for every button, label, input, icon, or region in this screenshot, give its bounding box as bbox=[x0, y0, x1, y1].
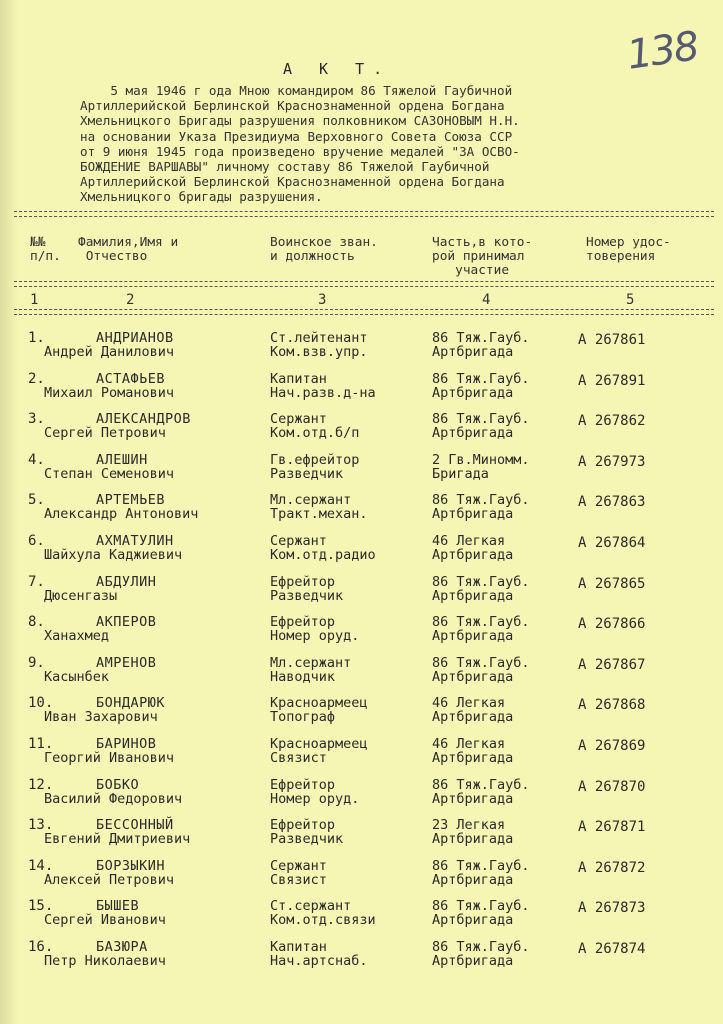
row-number: 3. bbox=[28, 411, 45, 428]
unit-name: 86 Тяж.Гауб. bbox=[432, 330, 530, 346]
unit-type: Артбригада bbox=[432, 831, 514, 848]
certificate-number: А 267868 bbox=[578, 697, 646, 714]
certificate-number: А 267870 bbox=[578, 778, 646, 795]
unit-type: Артбригада bbox=[432, 709, 514, 726]
row-number: 15. bbox=[28, 898, 54, 915]
table-row bbox=[0, 736, 723, 776]
surname: БЫШЕВ bbox=[96, 898, 140, 915]
column-number: 5 bbox=[626, 292, 635, 308]
row-number: 10. bbox=[28, 695, 54, 712]
unit-name: 86 Тяж.Гауб. bbox=[432, 370, 530, 387]
unit-name: 46 Легкая bbox=[432, 695, 506, 712]
unit-type: Артбригада bbox=[432, 547, 514, 563]
position: Разведчик bbox=[270, 465, 344, 482]
intro-line: на основании Указа Президиума Верховного Совета Союза ССР bbox=[80, 128, 513, 144]
unit-type: Артбригада bbox=[432, 790, 514, 807]
certificate-number: А 267862 bbox=[578, 413, 646, 430]
row-number: 16. bbox=[28, 939, 54, 955]
row-number: 11. bbox=[28, 736, 54, 752]
header-name: Фамилия,Имя и Отчество bbox=[78, 235, 179, 264]
surname: АМРЕНОВ bbox=[96, 654, 157, 671]
position: Топограф bbox=[270, 709, 336, 726]
surname: БЕССОННЫЙ bbox=[96, 817, 174, 834]
military-rank: Ефрейтор bbox=[270, 776, 336, 793]
header-unit: Часть,в кото- рой принимал участие bbox=[432, 235, 533, 278]
unit-type: Артбригада bbox=[432, 871, 514, 888]
position: Связист bbox=[270, 750, 327, 766]
certificate-number: А 267891 bbox=[578, 372, 646, 389]
unit-type: Артбригада bbox=[432, 750, 514, 766]
position: Нач.артснаб. bbox=[270, 953, 368, 969]
position: Тракт.механ. bbox=[270, 506, 368, 523]
position: Ком.отд.радио bbox=[270, 547, 376, 563]
intro-line: Артиллерийской Берлинской Краснознаменной ордена Богдана bbox=[80, 98, 505, 114]
handwritten-page-number: 138 bbox=[624, 23, 701, 79]
certificate-number: А 267869 bbox=[578, 738, 646, 754]
table-row bbox=[0, 939, 723, 979]
given-name: Ханахмед bbox=[44, 628, 110, 645]
header-rank: Воинское зван. и должность bbox=[270, 235, 378, 264]
column-number: 1 bbox=[30, 292, 39, 308]
table-row bbox=[0, 492, 723, 532]
table-row bbox=[0, 695, 723, 735]
unit-name: 23 Легкая bbox=[432, 817, 506, 834]
surname: АКПЕРОВ bbox=[96, 614, 157, 631]
table-row bbox=[0, 371, 723, 411]
military-rank: Капитан bbox=[270, 939, 327, 955]
given-name: Касынбек bbox=[44, 668, 110, 685]
given-name: Василий Федорович bbox=[44, 790, 183, 807]
certificate-number: А 267873 bbox=[578, 900, 646, 917]
military-rank: Сержант bbox=[270, 533, 327, 549]
position: Наводчик bbox=[270, 668, 336, 685]
given-name: Дюсенгазы bbox=[44, 587, 118, 604]
row-number: 5. bbox=[28, 492, 45, 509]
position: Номер оруд. bbox=[270, 628, 360, 645]
column-number: 4 bbox=[482, 292, 491, 308]
given-name: Сергей Иванович bbox=[44, 912, 166, 929]
certificate-number: А 267871 bbox=[578, 819, 646, 836]
row-number: 9. bbox=[28, 654, 45, 671]
row-number: 14. bbox=[28, 857, 54, 874]
intro-line: Артиллерийской Берлинской Краснознаменной ордена Богдана bbox=[80, 174, 505, 190]
military-rank: Гв.ефрейтор bbox=[270, 451, 360, 468]
table-row bbox=[0, 411, 723, 451]
position: Разведчик bbox=[270, 831, 344, 848]
unit-name: 86 Тяж.Гауб. bbox=[432, 654, 530, 671]
table-row bbox=[0, 330, 723, 370]
header-num: №№ п/п. bbox=[30, 235, 61, 264]
header-cert: Номер удос- товерения bbox=[586, 235, 671, 264]
unit-type: Артбригада bbox=[432, 953, 514, 969]
surname: БОНДАРЮК bbox=[96, 695, 166, 712]
unit-type: Артбригада bbox=[432, 425, 514, 442]
military-rank: Красноармеец bbox=[270, 736, 368, 752]
unit-type: Артбригада bbox=[432, 344, 514, 360]
certificate-number: А 267865 bbox=[578, 575, 646, 592]
surname: АЛЕКСАНДРОВ bbox=[96, 411, 191, 428]
surname: БОРЗЫКИН bbox=[96, 857, 166, 874]
surname: БАРИНОВ bbox=[96, 736, 157, 752]
certificate-number: А 267872 bbox=[578, 859, 646, 876]
header-bottom-rule bbox=[14, 281, 714, 287]
unit-name: 86 Тяж.Гауб. bbox=[432, 898, 530, 915]
military-rank: Мл.сержант bbox=[270, 492, 352, 509]
intro-line: от 9 июня 1945 года произведено вручение медалей "ЗА ОСВО- bbox=[80, 143, 520, 159]
unit-name: 86 Тяж.Гауб. bbox=[432, 492, 530, 509]
table-row bbox=[0, 533, 723, 573]
given-name: Иван Захарович bbox=[44, 709, 158, 726]
table-row bbox=[0, 574, 723, 614]
given-name: Сергей Петрович bbox=[44, 425, 166, 442]
unit-type: Артбригада bbox=[432, 587, 514, 604]
given-name: Алексей Петрович bbox=[44, 871, 175, 888]
unit-name: 86 Тяж.Гауб. bbox=[432, 614, 530, 631]
military-rank: Ефрейтор bbox=[270, 817, 336, 834]
given-name: Шайхула Каджиевич bbox=[44, 547, 183, 563]
given-name: Михаил Романович bbox=[44, 384, 175, 401]
unit-name: 86 Тяж.Гауб. bbox=[432, 573, 530, 590]
unit-type: Артбригада bbox=[432, 628, 514, 645]
intro-line: 5 мая 1946 г ода Мною командиром 86 Тяжелой Гаубичной bbox=[80, 83, 513, 98]
row-number: 13. bbox=[28, 817, 54, 834]
given-name: Александр Антонович bbox=[44, 506, 199, 523]
certificate-number: А 267874 bbox=[578, 941, 646, 957]
surname: АСТАФЬЕВ bbox=[96, 370, 166, 387]
row-number: 1. bbox=[28, 330, 45, 346]
position: Ком.отд.б/п bbox=[270, 425, 360, 442]
unit-type: Артбригада bbox=[432, 912, 514, 929]
table-row bbox=[0, 858, 723, 898]
row-number: 2. bbox=[28, 370, 45, 387]
given-name: Евгений Дмитриевич bbox=[44, 831, 191, 848]
surname: АЛЕШИН bbox=[96, 451, 148, 468]
position: Ком.взв.упр. bbox=[270, 344, 368, 360]
unit-name: 46 Легкая bbox=[432, 736, 506, 752]
certificate-number: А 267867 bbox=[578, 656, 646, 673]
military-rank: Ефрейтор bbox=[270, 573, 336, 590]
column-number: 2 bbox=[126, 292, 135, 308]
given-name: Петр Николаевич bbox=[44, 953, 166, 969]
unit-name: 86 Тяж.Гауб. bbox=[432, 939, 530, 955]
military-rank: Мл.сержант bbox=[270, 654, 352, 671]
surname: АНДРИАНОВ bbox=[96, 330, 174, 346]
military-rank: Ефрейтор bbox=[270, 614, 336, 631]
given-name: Георгий Иванович bbox=[44, 750, 175, 766]
unit-type: Артбригада bbox=[432, 384, 514, 401]
intro-paragraph bbox=[80, 83, 640, 205]
certificate-number: А 267973 bbox=[578, 453, 646, 470]
military-rank: Красноармеец bbox=[270, 695, 368, 712]
table-row bbox=[0, 817, 723, 857]
intro-line: Хмельницкого Бригады разрушения полковником САЗОНОВЫМ Н.Н. bbox=[80, 113, 520, 129]
unit-name: 2 Гв.Миномм. bbox=[432, 451, 530, 468]
unit-type: Артбригада bbox=[432, 668, 514, 685]
unit-name: 86 Тяж.Гауб. bbox=[432, 857, 530, 874]
military-rank: Ст.лейтенант bbox=[270, 330, 368, 346]
military-rank: Капитан bbox=[270, 370, 327, 387]
table-row bbox=[0, 898, 723, 938]
given-name: Андрей Данилович bbox=[44, 344, 175, 360]
position: Разведчик bbox=[270, 587, 344, 604]
table-row bbox=[0, 614, 723, 654]
certificate-number: А 267864 bbox=[578, 535, 646, 551]
position: Ком.отд.связи bbox=[270, 912, 376, 929]
table-row bbox=[0, 655, 723, 695]
certificate-number: А 267861 bbox=[578, 332, 646, 348]
surname: БАЗЮРА bbox=[96, 939, 148, 955]
intro-line: Хмельницкого бригады разрушения. bbox=[80, 189, 323, 205]
intro-line: БОЖДЕНИЕ ВАРШАВЫ" личному составу 86 Тяжелой Гаубичной bbox=[80, 159, 490, 175]
row-number: 4. bbox=[28, 451, 45, 468]
unit-type: Бригада bbox=[432, 465, 489, 482]
column-number: 3 bbox=[318, 292, 327, 308]
military-rank: Ст.сержант bbox=[270, 898, 352, 915]
surname: АХМАТУЛИН bbox=[96, 533, 174, 549]
table-top-rule bbox=[14, 211, 714, 217]
position: Номер оруд. bbox=[270, 790, 360, 807]
position: Связист bbox=[270, 871, 327, 888]
table-row bbox=[0, 777, 723, 817]
surname: БОБКО bbox=[96, 776, 140, 793]
row-number: 6. bbox=[28, 533, 45, 549]
certificate-number: А 267866 bbox=[578, 616, 646, 633]
position: Нач.разв.д-на bbox=[270, 384, 376, 401]
military-rank: Сержант bbox=[270, 857, 327, 874]
document-title: А К Т. bbox=[283, 60, 392, 78]
row-number: 12. bbox=[28, 776, 54, 793]
unit-name: 86 Тяж.Гауб. bbox=[432, 411, 530, 428]
unit-type: Артбригада bbox=[432, 506, 514, 523]
given-name: Степан Семенович bbox=[44, 465, 175, 482]
surname: АБДУЛИН bbox=[96, 573, 157, 590]
unit-name: 46 Легкая bbox=[432, 533, 506, 549]
row-number: 8. bbox=[28, 614, 45, 631]
colnum-bottom-rule bbox=[14, 309, 714, 315]
military-rank: Сержант bbox=[270, 411, 327, 428]
surname: АРТЕМЬЕВ bbox=[96, 492, 166, 509]
unit-name: 86 Тяж.Гауб. bbox=[432, 776, 530, 793]
row-number: 7. bbox=[28, 573, 45, 590]
certificate-number: А 267863 bbox=[578, 494, 646, 511]
table-row bbox=[0, 452, 723, 492]
